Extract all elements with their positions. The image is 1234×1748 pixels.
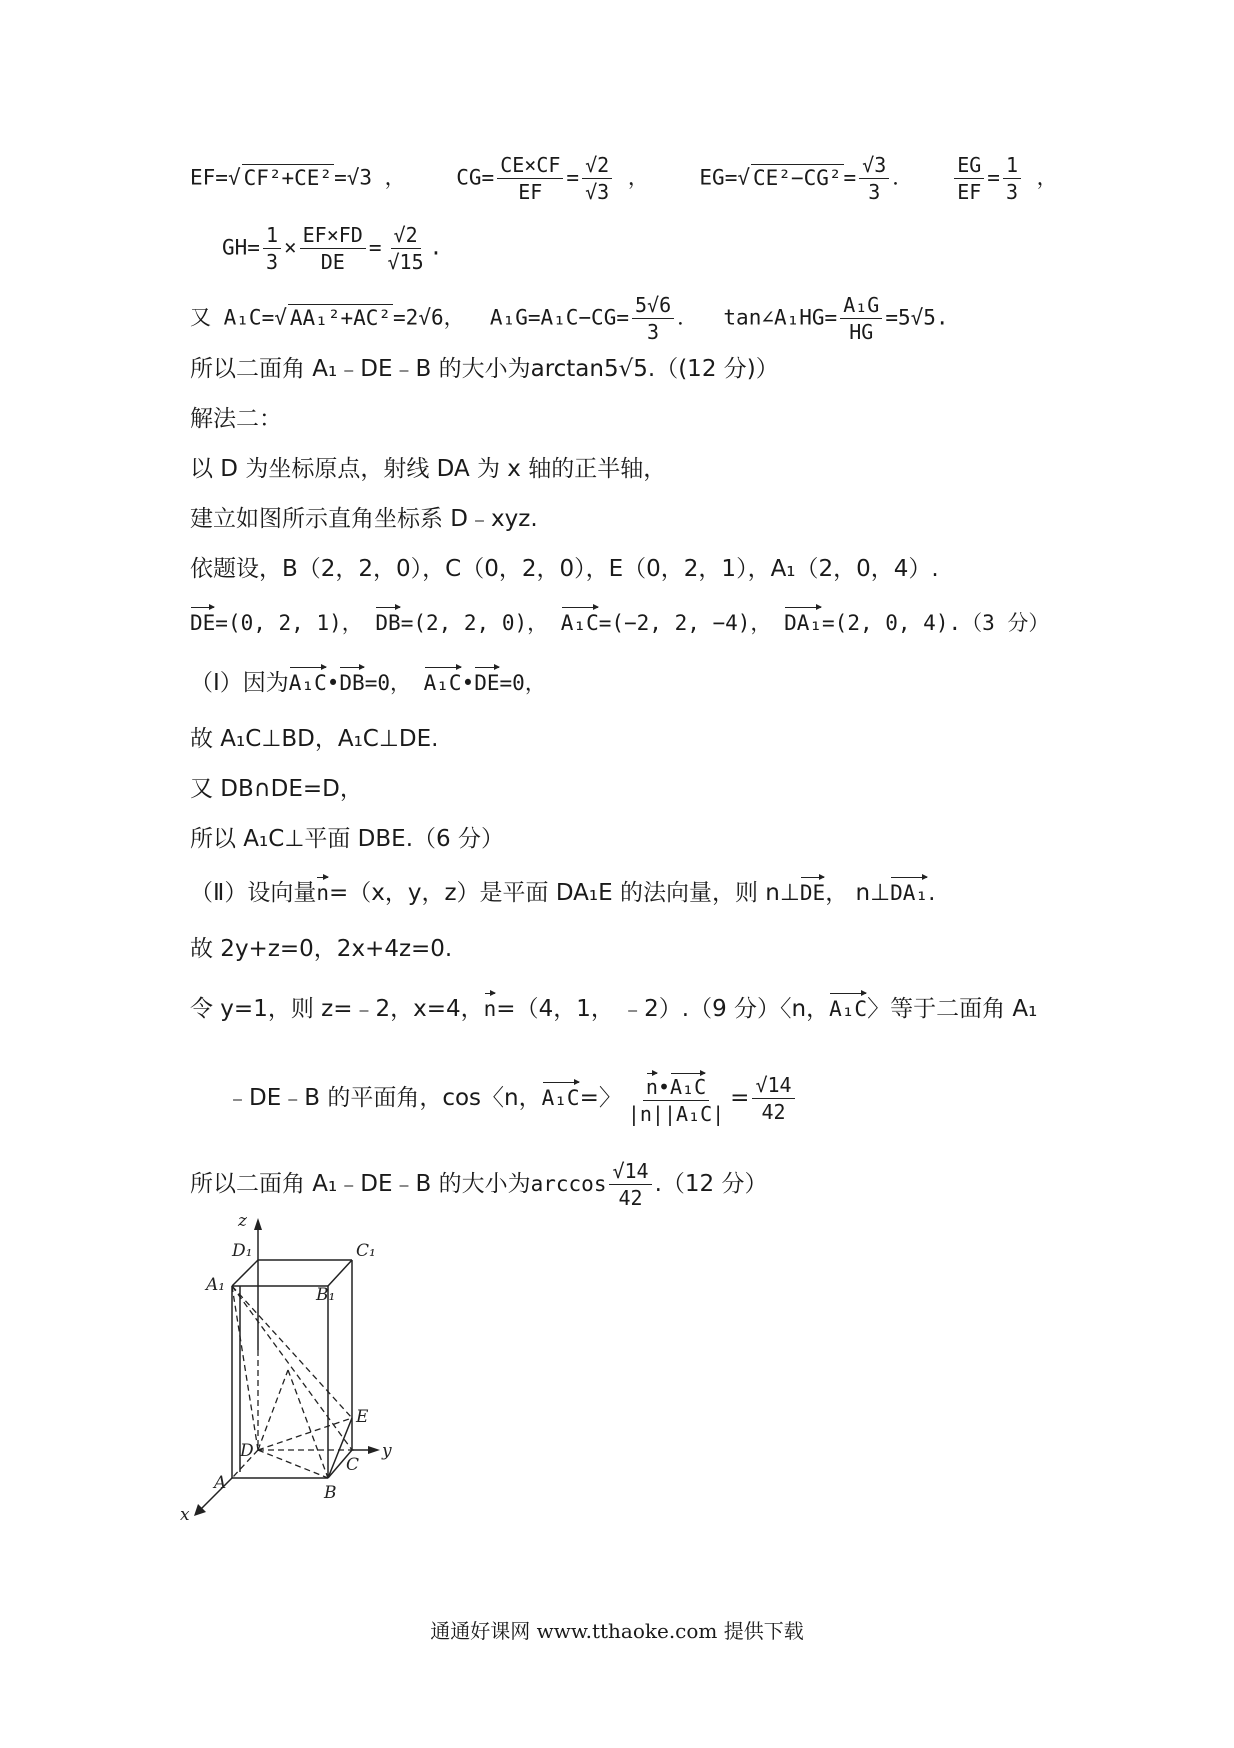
label-a1: A₁: [206, 1275, 226, 1295]
prism-coordinate-figure: [170, 1210, 430, 1530]
text-line-equations: 故 2y+z=0，2x+4z=0.: [190, 936, 453, 962]
text-line-intersection: 又 DB∩DE=D，: [190, 776, 363, 802]
text-line-coordinate-system: 建立如图所示直角坐标系 D﹣xyz.: [190, 506, 538, 532]
label-y: y: [382, 1441, 392, 1461]
text-line-points: 依题设，B（2，2，0），C（0，2，0），E（0，2，1），A₁（2，0，4）.: [190, 556, 939, 582]
segment-d-b: [258, 1450, 328, 1478]
text-line-method-two: 解法二：: [190, 406, 282, 432]
text-line-answer-arctan: 所以二面角 A₁﹣DE﹣B 的大小为arctan5√5.（(12 分)）: [190, 356, 779, 382]
z-axis-arrow: [254, 1218, 262, 1230]
edge-a1-d1: [232, 1260, 258, 1286]
formula-line-a1c-tan: 又 A₁C=√ AA₁²+AC²=2√6， A₁G=A₁C−CG= $\frac{5√6}{3}$ ． tan∠A₁HG= $\frac{\text{A₁G}}{HG}$ =5√5.: [190, 293, 949, 344]
label-b: B: [324, 1483, 337, 1503]
formula-line-vectors: DE=(0, 2, 1)， DB=(2, 2, 0)， A₁C=(−2, 2, −4)， DA₁=(2, 0, 4).（3 分）: [190, 604, 1049, 638]
label-z: z: [238, 1211, 247, 1231]
segment-h-b: [288, 1370, 328, 1478]
segment-d-h: [258, 1370, 288, 1450]
text-line-origin: 以 D 为坐标原点，射线 DA 为 x 轴的正半轴，: [190, 456, 667, 482]
text-line-normal-vector: （Ⅱ）设向量n=（x，y，z）是平面 DA₁E 的法向量，则 n⊥DE， n⊥DA₁.: [190, 874, 935, 908]
edge-c1-b1: [328, 1260, 352, 1286]
label-e: E: [356, 1407, 369, 1427]
label-a: A: [214, 1473, 227, 1493]
segment-d-e: [258, 1418, 352, 1450]
label-c: C: [346, 1455, 360, 1475]
segment-a1-c: [232, 1286, 352, 1450]
formula-line-dot-products: （Ⅰ）因为A₁C•DB=0， A₁C•DE=0，: [190, 664, 546, 698]
label-c1: C₁: [356, 1241, 376, 1261]
text-line-normal-solution: 令 y=1，则 z=﹣2，x=4，n=（4，1， ﹣2）.（9 分）〈n，A₁C〉等于二面角 A₁: [190, 990, 1037, 1024]
text-line-answer-arccos: 所以二面角 A₁﹣DE﹣B 的大小为arccos $\frac{√14}{42}$ .（12 分）: [190, 1159, 768, 1210]
formula-line-cosine: ﹣DE﹣B 的平面角，cos〈n，A₁C=〉 $\frac{\text{n•A₁C}}{\text{|n||A₁C|}}$ = $\frac{√14}{42}$: [226, 1070, 798, 1127]
page-footer: 通通好课网 www.tthaoke.com 提供下载: [430, 1619, 804, 1643]
formula-line-gh: GH= $\frac{1}{3}$ × $\frac{EF\times FD}{DE}$ = $\frac{√2}{√15}$ .: [222, 223, 443, 274]
y-axis-arrow: [368, 1446, 380, 1454]
text-line-perpendicular: 故 A₁C⊥BD，A₁C⊥DE.: [190, 726, 439, 752]
label-b1: B₁: [316, 1285, 336, 1305]
label-d1: D₁: [232, 1241, 253, 1261]
label-x: x: [180, 1505, 190, 1525]
formula-line-ef-cg-eg: EF=√ CF²+CE²=√3 ， CG= $\frac{CE\times CF}{EF}$ = $\frac{√2}{√3}$ ， EG=√ CE²−CG²= $\frac{√3}{3}$ ． $\frac{EG}{EF}$ = $\frac{1}{3}$ ，: [190, 153, 1058, 204]
text-line-conclusion-one: 所以 A₁C⊥平面 DBE.（6 分）: [190, 826, 504, 852]
label-d: D: [240, 1441, 254, 1461]
